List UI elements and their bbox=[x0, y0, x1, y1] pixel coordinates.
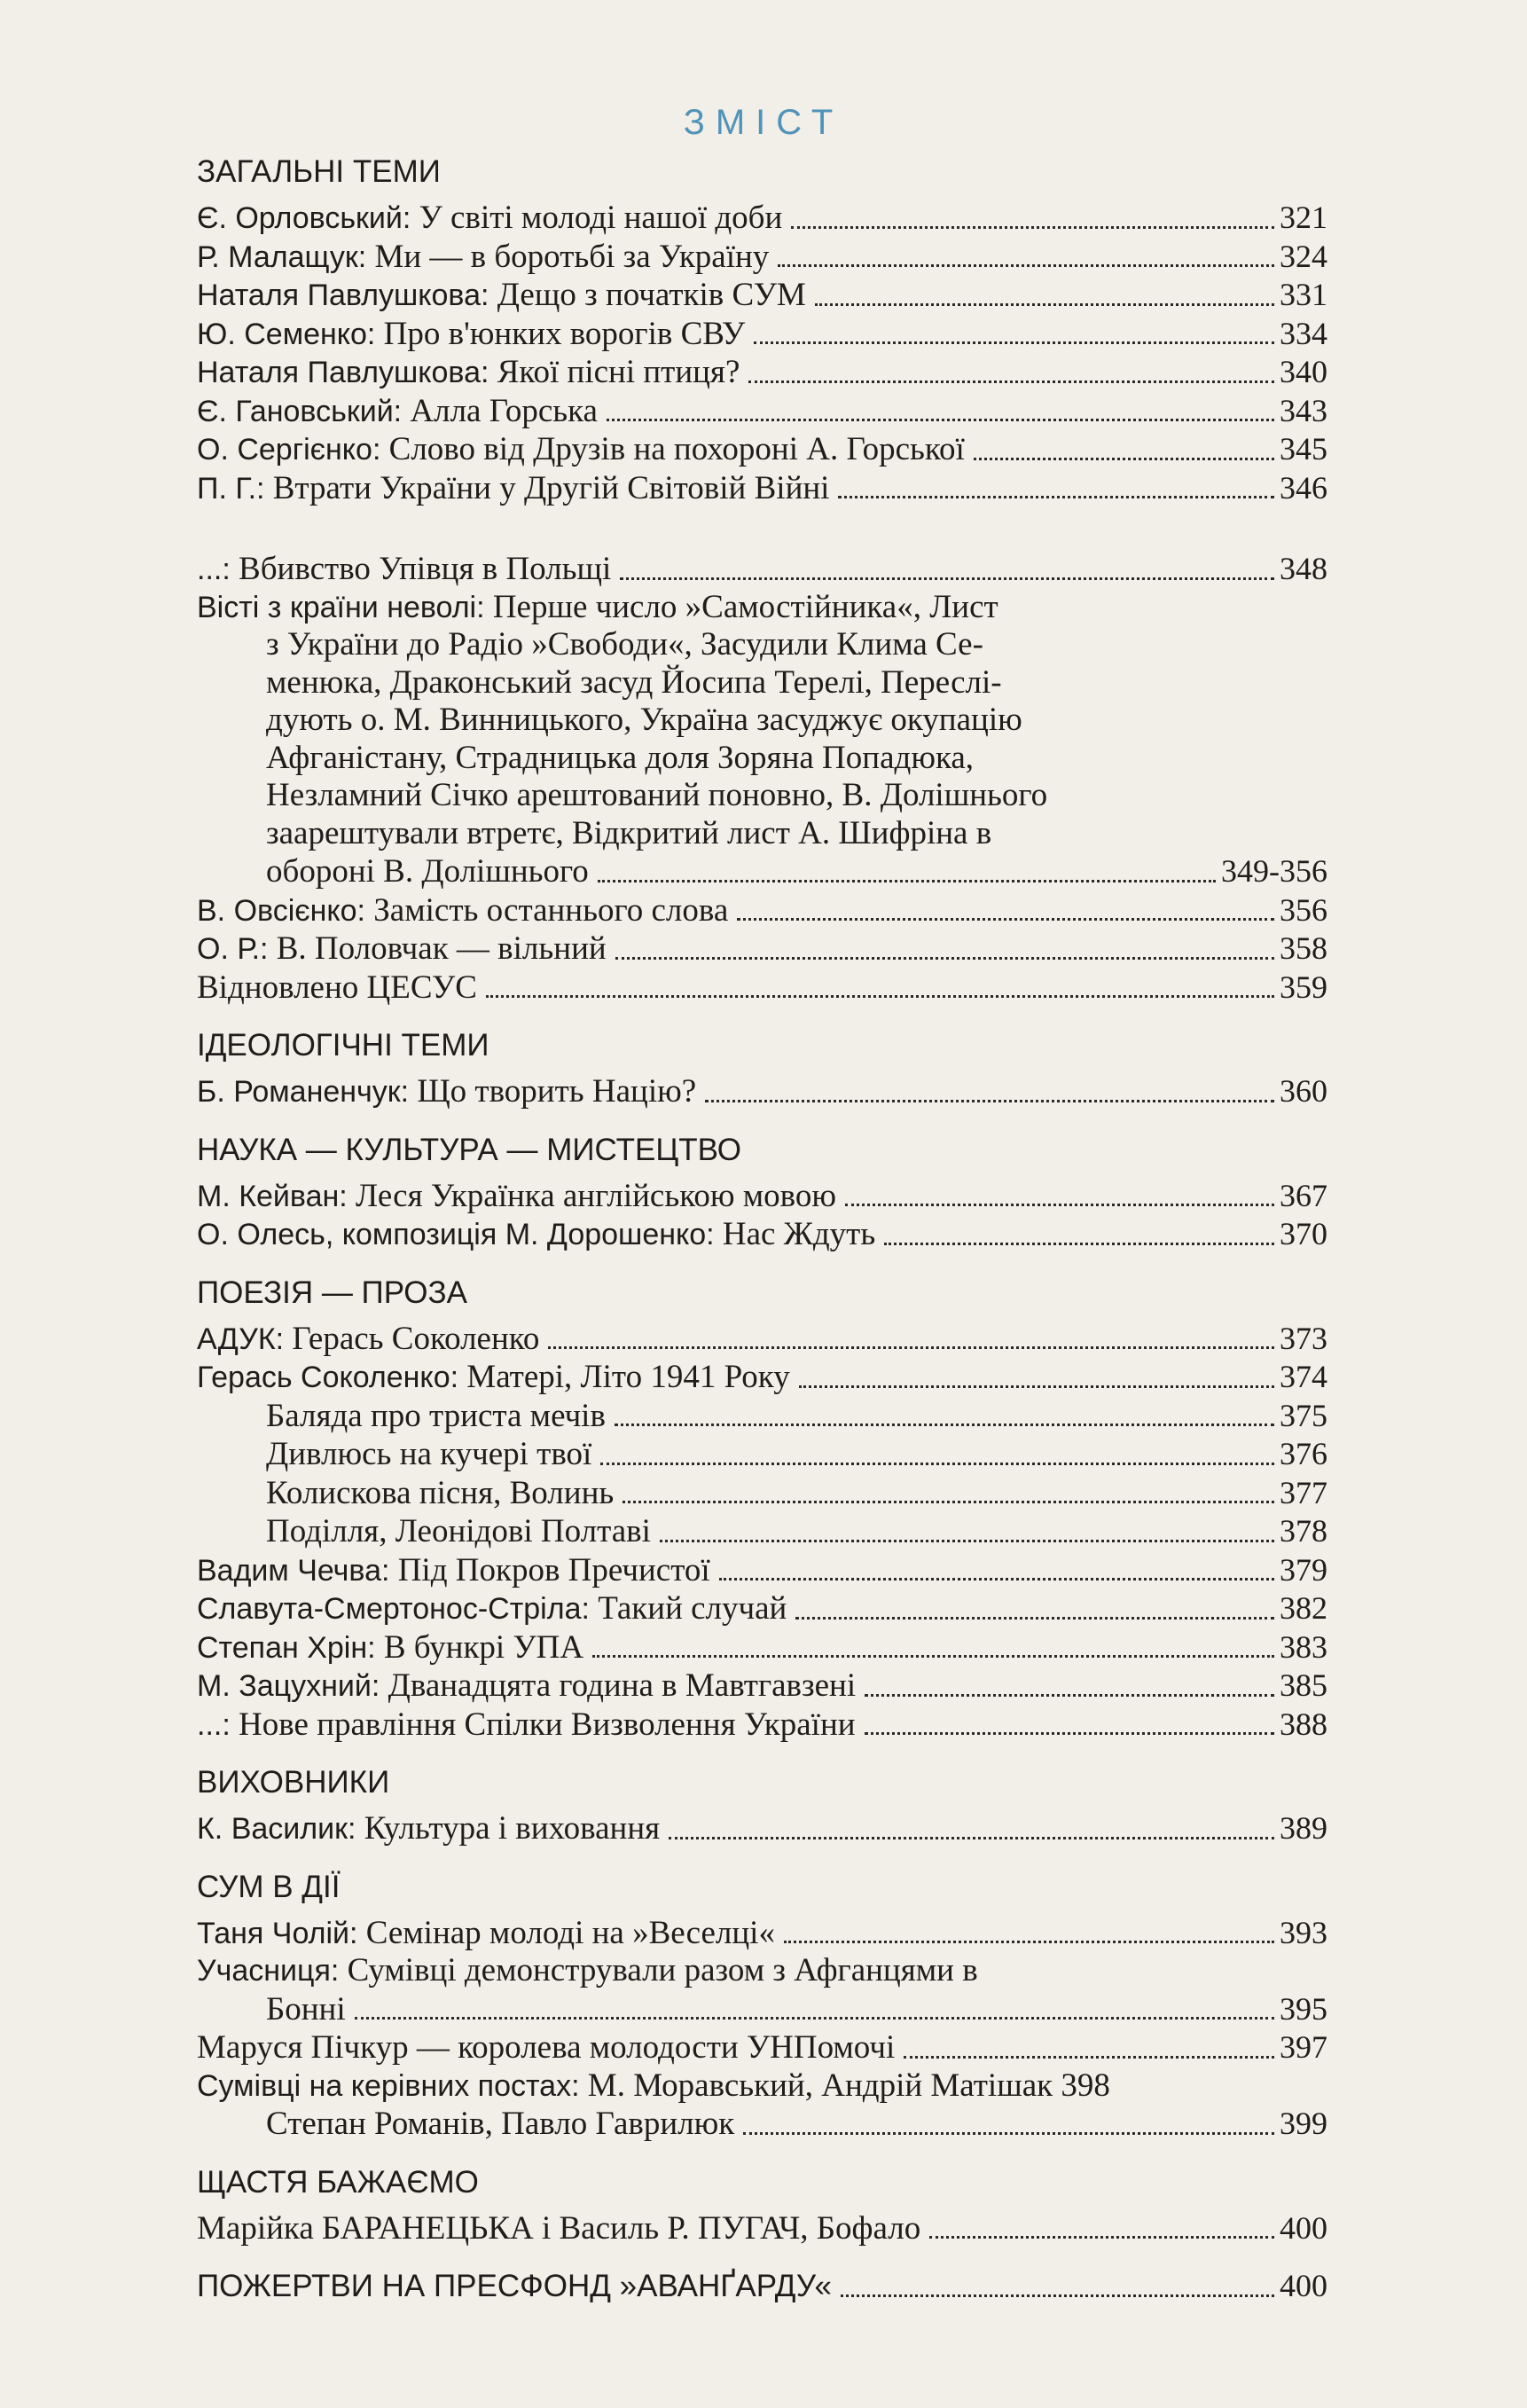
entry-author: Є. Гановський: bbox=[197, 394, 403, 428]
page-number: 373 bbox=[1280, 1320, 1327, 1356]
entry-title: Степан Романів, Павло Гаврилюк bbox=[266, 2106, 735, 2142]
section-heading: ЗАГАЛЬНІ ТЕМИ bbox=[197, 154, 441, 189]
section-heading: ПОЖЕРТВИ НА ПРЕСФОНД »АВАНҐАРДУ« bbox=[197, 2269, 832, 2303]
page-number: 377 bbox=[1280, 1474, 1327, 1510]
entry-title: Вбивство Упівця в Польщі bbox=[239, 551, 612, 587]
entry-author: М. Кейван: bbox=[197, 1179, 348, 1213]
toc-entry[interactable] bbox=[197, 2209, 1327, 2248]
page-number: 345 bbox=[1280, 431, 1327, 467]
dot-leader bbox=[623, 1501, 1274, 1503]
entry-author: Степан Хрін: bbox=[197, 1630, 376, 1665]
entry-title: Культура і виховання bbox=[364, 1810, 661, 1847]
entry-continuation: заарештували втретє, Відкритий лист А. Шифріна в bbox=[266, 814, 992, 851]
entry-title: Марійка БАРАНЕЦЬКА і Василь Р. ПУГАЧ, Бофало bbox=[197, 2209, 921, 2247]
entry-title: В бункрі УПА bbox=[383, 1628, 584, 1666]
page-number: 388 bbox=[1280, 1706, 1327, 1742]
dot-leader bbox=[838, 496, 1274, 498]
page-number: 385 bbox=[1280, 1667, 1327, 1703]
entry-title: М. Моравський, Андрій Матішак 398 bbox=[587, 2067, 1110, 2104]
page-number: 343 bbox=[1280, 392, 1327, 428]
entry-continuation: Незламний Січко арештований поновно, В. Долішнього bbox=[266, 777, 1048, 813]
toc-entry[interactable] bbox=[197, 1320, 1327, 1359]
entry-continuation: дують о. М. Винницького, Україна засуджує окупацію bbox=[266, 702, 1022, 738]
toc-entry[interactable] bbox=[197, 430, 1327, 469]
toc-entry[interactable] bbox=[197, 1474, 1327, 1513]
toc-entry[interactable] bbox=[197, 1589, 1327, 1628]
page-number: 359 bbox=[1280, 969, 1327, 1005]
toc-entry[interactable] bbox=[197, 1215, 1327, 1254]
entry-author: О. Олесь, композиція М. Дорошенко: bbox=[197, 1218, 715, 1251]
entry-title: Герась Соколенко bbox=[292, 1320, 540, 1357]
entry-author: Р. Малащук: bbox=[197, 239, 367, 274]
entry-title: Замість останнього слова bbox=[373, 891, 729, 929]
dot-leader bbox=[548, 1346, 1274, 1349]
page-number: 400 bbox=[1280, 2209, 1327, 2246]
entry-title: Що творить Націю? bbox=[417, 1073, 697, 1110]
entry-author: Вісті з країни неволі: bbox=[197, 590, 485, 624]
page-number: 367 bbox=[1280, 1177, 1327, 1213]
dot-leader bbox=[904, 2056, 1274, 2059]
page-number: 382 bbox=[1280, 1590, 1327, 1626]
page-number: 356 bbox=[1280, 891, 1327, 928]
entry-title: Дещо з початків СУМ bbox=[497, 277, 806, 313]
dot-leader bbox=[615, 1424, 1274, 1426]
dot-leader bbox=[929, 2236, 1274, 2239]
dot-leader bbox=[592, 1655, 1274, 1658]
section-heading: ПОЕЗІЯ — ПРОЗА bbox=[197, 1275, 467, 1310]
dot-leader bbox=[841, 2294, 1274, 2297]
toc-entry[interactable] bbox=[197, 353, 1327, 392]
page-number: 349-356 bbox=[1221, 853, 1327, 889]
entry-author: Є. Орловський: bbox=[197, 201, 411, 235]
entry-title: Перше число »Самостійника«, Лист bbox=[492, 588, 998, 625]
dot-leader bbox=[865, 1732, 1274, 1735]
entry-author: Славута-Смертонос-Стріла: bbox=[197, 1592, 590, 1626]
entry-continuation: з України до Радіо »Свободи«, Засудили Клима Се- bbox=[266, 626, 983, 663]
dot-leader bbox=[705, 1100, 1274, 1102]
dot-leader bbox=[784, 1941, 1274, 1943]
toc-entry[interactable] bbox=[197, 2267, 1327, 2306]
section-heading: ЩАСТЯ БАЖАЄМО bbox=[197, 2164, 479, 2200]
dot-leader bbox=[355, 2017, 1274, 2020]
page-number: 389 bbox=[1280, 1810, 1327, 1846]
entry-title: Втрати України у Другій Світовій Війні bbox=[272, 469, 830, 506]
entry-author: О. Р.: bbox=[197, 932, 269, 966]
page-number: 378 bbox=[1280, 1513, 1327, 1549]
entry-title: Нас Ждуть bbox=[722, 1216, 876, 1252]
page-number: 376 bbox=[1280, 1436, 1327, 1471]
page-number: 340 bbox=[1280, 354, 1327, 389]
toc-entry[interactable] bbox=[197, 392, 1327, 431]
entry-title: обороні В. Долішнього bbox=[266, 853, 589, 890]
toc-entry[interactable] bbox=[197, 1809, 1327, 1848]
section-heading: ВИХОВНИКИ bbox=[197, 1765, 390, 1800]
entry-title: Поділля, Леонідові Полтаві bbox=[266, 1513, 651, 1549]
entry-title: Такий случай bbox=[598, 1590, 787, 1627]
dot-leader bbox=[795, 1617, 1274, 1620]
page-number: 374 bbox=[1280, 1359, 1327, 1394]
page-number: 331 bbox=[1280, 277, 1327, 312]
entry-author: Таня Чолій: bbox=[197, 1916, 358, 1950]
entry-author: Вадим Чечва: bbox=[197, 1553, 390, 1588]
entry-continuation bbox=[197, 1990, 1327, 2029]
toc-entry[interactable] bbox=[197, 469, 1327, 508]
entry-author: Б. Романенчук: bbox=[197, 1075, 410, 1109]
toc-entry[interactable] bbox=[197, 1706, 1327, 1745]
dot-leader bbox=[884, 1243, 1274, 1245]
toc-entry[interactable] bbox=[197, 1072, 1327, 1111]
entry-author: ...: bbox=[197, 553, 231, 586]
dot-leader bbox=[748, 380, 1274, 383]
toc-entry-multiline[interactable] bbox=[197, 1952, 1327, 1990]
dot-leader bbox=[620, 577, 1274, 580]
toc-entry[interactable] bbox=[197, 315, 1327, 354]
page-number: 334 bbox=[1280, 315, 1327, 351]
dot-leader bbox=[598, 880, 1216, 882]
toc-entry-multiline[interactable] bbox=[197, 589, 1327, 627]
entry-author: Герась Соколенко: bbox=[197, 1361, 459, 1394]
entry-author: Учасниця: bbox=[197, 1954, 340, 1988]
entry-title: Алла Горська bbox=[410, 392, 598, 429]
toc-entry[interactable] bbox=[197, 1667, 1327, 1706]
page-title: ЗМІСТ bbox=[683, 103, 844, 142]
entry-title: Ми — в боротьбі за Україну bbox=[374, 238, 770, 275]
page-number: 370 bbox=[1280, 1216, 1327, 1251]
toc-entry[interactable] bbox=[197, 1397, 1327, 1436]
entry-title: У світі молоді нашої доби bbox=[419, 200, 783, 236]
toc-entry[interactable] bbox=[197, 238, 1327, 277]
toc-entry[interactable] bbox=[197, 1435, 1327, 1474]
entry-author: Сумівці на керівних постах: bbox=[197, 2068, 580, 2103]
dot-leader bbox=[778, 264, 1274, 267]
dot-leader bbox=[845, 1204, 1274, 1206]
entry-title: Слово від Друзів на похороні А. Горської bbox=[388, 431, 965, 467]
entry-title: Дванадцята година в Мавтгавзені bbox=[388, 1667, 857, 1704]
entry-title: Маруся Пічкур — королева молодости УНПомочі bbox=[197, 2029, 896, 2066]
page-number: 348 bbox=[1280, 551, 1327, 586]
entry-author: М. Зацухний: bbox=[197, 1669, 380, 1703]
dot-leader bbox=[486, 995, 1274, 998]
entry-author: В. Овсієнко: bbox=[197, 893, 365, 928]
dot-leader bbox=[743, 2132, 1274, 2135]
dot-leader bbox=[660, 1540, 1274, 1542]
dot-leader bbox=[974, 458, 1274, 460]
toc-entry[interactable] bbox=[197, 1628, 1327, 1667]
entry-title: Колискова пісня, Волинь bbox=[266, 1474, 615, 1511]
page-number: 400 bbox=[1280, 2268, 1327, 2303]
toc-entry[interactable] bbox=[197, 1358, 1327, 1397]
toc-entry[interactable] bbox=[197, 2105, 1327, 2144]
entry-title: Леся Українка англійською мовою bbox=[355, 1177, 836, 1214]
dot-leader bbox=[754, 341, 1274, 344]
dot-leader bbox=[865, 1694, 1274, 1697]
toc-entry[interactable] bbox=[197, 550, 1327, 589]
page-number: 346 bbox=[1280, 469, 1327, 506]
page-number: 324 bbox=[1280, 238, 1327, 274]
dot-leader bbox=[615, 957, 1274, 960]
toc-entry[interactable] bbox=[197, 2028, 1327, 2067]
section-heading: НАУКА — КУЛЬТУРА — МИСТЕЦТВО bbox=[197, 1132, 742, 1167]
page-number: 321 bbox=[1280, 200, 1327, 235]
entry-title: Під Покров Пречистої bbox=[397, 1551, 710, 1588]
entry-title: Відновлено ЦЕСУС bbox=[197, 969, 477, 1006]
entry-author: Наталя Павлушкова: bbox=[197, 278, 489, 312]
entry-title: Дивлюсь на кучері твої bbox=[266, 1436, 592, 1472]
entry-author: К. Василик: bbox=[197, 1812, 356, 1846]
toc-entry[interactable] bbox=[197, 929, 1327, 969]
section-heading: ІДЕОЛОГІЧНІ ТЕМИ bbox=[197, 1028, 489, 1063]
dot-leader bbox=[669, 1837, 1274, 1839]
dot-leader bbox=[719, 1578, 1274, 1580]
dot-leader bbox=[815, 303, 1274, 306]
toc-entry[interactable] bbox=[197, 969, 1327, 1008]
dot-leader bbox=[607, 419, 1274, 421]
entry-title: Про в'юнких ворогів СВУ bbox=[383, 315, 746, 352]
dot-leader bbox=[600, 1463, 1274, 1465]
toc-entry[interactable] bbox=[197, 1512, 1327, 1551]
entry-title: Матері, Літо 1941 Року bbox=[466, 1359, 790, 1395]
entry-continuation: Афганістану, Страдницька доля Зоряна Попадюка, bbox=[266, 739, 975, 776]
page-number: 393 bbox=[1280, 1914, 1327, 1950]
dot-leader bbox=[737, 918, 1274, 921]
toc-entry[interactable] bbox=[197, 1914, 1327, 1953]
page-number: 383 bbox=[1280, 1628, 1327, 1665]
entry-author: Наталя Павлушкова: bbox=[197, 356, 489, 389]
entry-continuation bbox=[197, 852, 1327, 891]
entry-author: П. Г.: bbox=[197, 471, 265, 506]
toc-entry[interactable] bbox=[197, 1177, 1327, 1216]
page-number: 379 bbox=[1280, 1551, 1327, 1588]
page-number: 397 bbox=[1280, 2029, 1327, 2065]
dot-leader bbox=[791, 226, 1274, 229]
entry-title: Сумівці демонстрували разом з Афганцями в bbox=[347, 1952, 978, 1988]
dot-leader bbox=[799, 1385, 1274, 1388]
entry-title: В. Половчак — вільний bbox=[276, 930, 607, 967]
page-number: 395 bbox=[1280, 1990, 1327, 2027]
entry-title: Бонні bbox=[266, 1990, 346, 2028]
toc-entry[interactable] bbox=[197, 199, 1327, 238]
entry-author: О. Сергієнко: bbox=[197, 433, 381, 467]
entry-title: Семінар молоді на »Веселці« bbox=[365, 1914, 775, 1951]
section-heading: СУМ В ДІЇ bbox=[197, 1869, 341, 1904]
entry-title: Якої пісні птиця? bbox=[497, 354, 740, 390]
page-number: 375 bbox=[1280, 1397, 1327, 1433]
page-number: 399 bbox=[1280, 2106, 1327, 2141]
entry-author: Ю. Семенко: bbox=[197, 317, 376, 351]
toc-entry[interactable] bbox=[197, 891, 1327, 930]
entry-author: ...: bbox=[197, 1707, 231, 1742]
entry-continuation: менюка, Драконський засуд Йосипа Терелі, Переслі- bbox=[266, 663, 1002, 701]
table-of-contents bbox=[197, 153, 1327, 2306]
toc-entry[interactable] bbox=[197, 1551, 1327, 1590]
entry-title: Баляда про триста мечів bbox=[266, 1397, 606, 1434]
page-number: 358 bbox=[1280, 930, 1327, 966]
entry-author: АДУК: bbox=[197, 1322, 285, 1356]
toc-entry[interactable] bbox=[197, 276, 1327, 315]
toc-entry[interactable] bbox=[197, 2067, 1327, 2106]
entry-title: Нове правління Спілки Визволення України bbox=[239, 1706, 856, 1743]
page-number: 360 bbox=[1280, 1073, 1327, 1109]
